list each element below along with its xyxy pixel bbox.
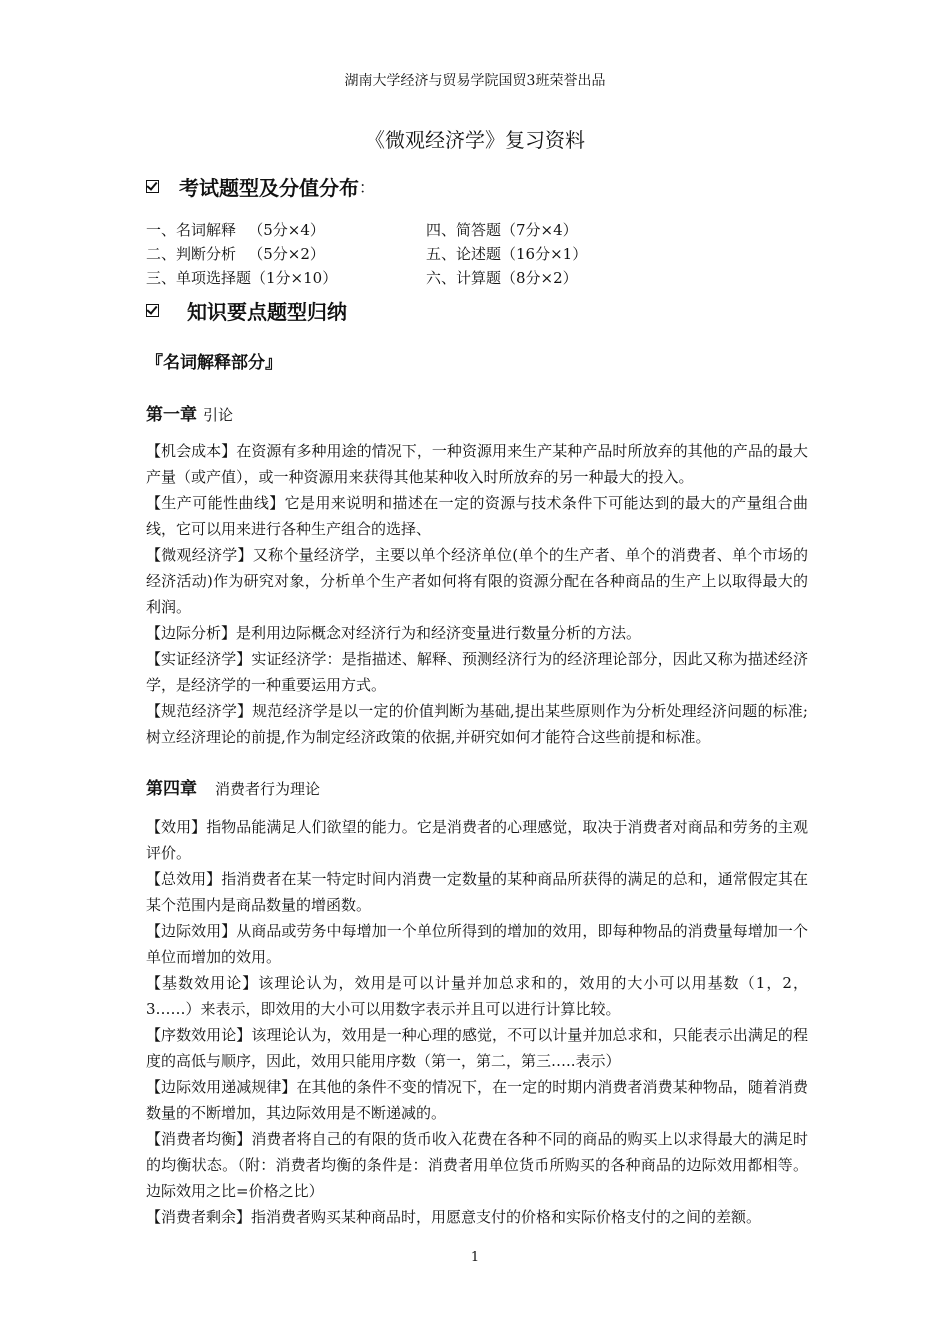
definition-term: 【边际分析】 <box>146 624 237 642</box>
chapter-4-heading <box>146 774 320 799</box>
question-types-row <box>146 242 706 266</box>
definition-text: 又称个量经济学，主要以单个经济单位(单个的生产者、单个的消费者、单个市场的经济活动)作为研究对象，分析单个生产者如何将有限的资源分配在各种商品的生产上以取得最大的利润。 <box>146 546 808 616</box>
definition-text: 规范经济学是以一定的价值判断为基础,提出某些原则作为分析处理经济问题的标准;树立经济理论的前提,作为制定经济政策的依据,并研究如何才能符合这些前提和标准。 <box>146 702 808 746</box>
definition-text: 该理论认为，效用是一种心理的感觉，不可以计量并加总求和，只能表示出满足的程度的高低与顺序，因此，效用只能用序数（第一，第二，第三…..表示） <box>146 1026 808 1070</box>
question-type: 三、单项选择题（1分×10） <box>146 269 338 287</box>
definition-term: 【机会成本】 <box>146 442 237 460</box>
question-types-table <box>146 218 706 290</box>
question-type: 五、论述题（16分×1） <box>426 245 588 263</box>
section-exam-types-label: 考试题型及分值分布 <box>179 176 359 200</box>
definition-term: 【边际效用】 <box>146 922 237 940</box>
chapter-4-entries <box>146 814 808 1230</box>
chapter-number: 第四章 <box>146 779 197 799</box>
chapter-number: 第一章 <box>146 405 197 425</box>
definition-text: 在资源有多种用途的情况下，一种资源用来生产某种产品时所放弃的其他的产品的最大产量（或产值），或一种资源用来获得其他某种收入时所放弃的另一种最大的投入。 <box>146 442 808 486</box>
definition-term: 【消费者均衡】 <box>146 1130 252 1148</box>
chapter-name: 消费者行为理论 <box>215 780 321 798</box>
checkbox-checked-icon <box>146 180 159 193</box>
question-type: 六、计算题（8分×2） <box>426 269 578 287</box>
definition-term: 【效用】 <box>146 818 207 836</box>
chapter-1-heading <box>146 400 233 425</box>
definition-term: 【序数效用论】 <box>146 1026 252 1044</box>
section-exam-types-suffix: ： <box>359 178 376 197</box>
definition-term: 【总效用】 <box>146 870 222 888</box>
definition-entry <box>146 646 808 698</box>
chapter-name: 引论 <box>203 406 234 424</box>
definition-entry <box>146 1022 808 1074</box>
definition-term: 【微观经济学】 <box>146 546 253 564</box>
definition-entry <box>146 918 808 970</box>
section-exam-types <box>146 172 375 201</box>
definition-entry <box>146 866 808 918</box>
section-knowledge-points <box>146 296 347 325</box>
definition-term: 【生产可能性曲线】 <box>146 494 285 512</box>
definition-text: 是利用边际概念对经济行为和经济变量进行数量分析的方法。 <box>236 624 642 642</box>
definition-entry <box>146 490 808 542</box>
question-type: 二、判断分析 （5分×2） <box>146 245 325 263</box>
definition-text: 该理论认为，效用是可以计量并加总求和的，效用的大小可以用基数（1，2，3……）来表示，即效用的大小可以用数字表示并且可以进行计算比较。 <box>146 974 808 1018</box>
definition-entry <box>146 438 808 490</box>
definition-entry <box>146 542 808 620</box>
question-types-row <box>146 266 706 290</box>
definition-entry <box>146 1204 808 1230</box>
page-header: 湖南大学经济与贸易学院国贸3班荣誉出品 <box>344 73 606 89</box>
definition-term: 【实证经济学】 <box>146 650 252 668</box>
definition-term: 【消费者剩余】 <box>146 1208 252 1226</box>
checkbox-checked-icon <box>146 304 159 317</box>
question-type: 四、简答题（7分×4） <box>426 221 578 239</box>
definition-text: 消费者将自己的有限的货币收入花费在各种不同的商品的购买上以求得最大的满足时的均衡状态。（附：消费者均衡的条件是：消费者用单位货币所购买的各种商品的边际效用都相等。边际效用之比=价格之比） <box>146 1130 808 1200</box>
definition-entry <box>146 1074 808 1126</box>
part-title: 『名词解释部分』 <box>146 353 282 373</box>
definition-text: 实证经济学：是指描述、解释、预测经济行为的经济理论部分，因此又称为描述经济学，是经济学的一种重要运用方式。 <box>146 650 808 694</box>
question-types-row <box>146 218 706 242</box>
definition-text: 它是用来说明和描述在一定的资源与技术条件下可能达到的最大的产量组合曲线，它可以用来进行各种生产组合的选择、 <box>146 494 808 538</box>
definition-term: 【边际效用递减规律】 <box>146 1078 297 1096</box>
definition-text: 指消费者在某一特定时间内消费一定数量的某种商品所获得的满足的总和，通常假定其在某个范围内是商品数量的增函数。 <box>146 870 808 914</box>
definition-term: 【基数效用论】 <box>146 974 259 992</box>
section-knowledge-points-label: 知识要点题型归纳 <box>187 300 347 324</box>
definition-entry <box>146 620 808 646</box>
document-title: 《微观经济学》复习资料 <box>365 128 585 152</box>
definition-entry <box>146 698 808 750</box>
definition-text: 从商品或劳务中每增加一个单位所得到的增加的效用，即每种物品的消费量每增加一个单位而增加的效用。 <box>146 922 808 966</box>
definition-entry <box>146 1126 808 1204</box>
chapter-1-entries <box>146 438 808 750</box>
page-number: 1 <box>470 1250 480 1265</box>
definition-term: 【规范经济学】 <box>146 702 253 720</box>
question-type: 一、名词解释 （5分×4） <box>146 221 325 239</box>
definition-text: 指消费者购买某种商品时，用愿意支付的价格和实际价格支付的之间的差额。 <box>251 1208 762 1226</box>
definition-entry <box>146 814 808 866</box>
definition-entry <box>146 970 808 1022</box>
definition-text: 指物品能满足人们欲望的能力。它是消费者的心理感觉，取决于消费者对商品和劳务的主观评价。 <box>146 818 808 862</box>
definition-text: 在其他的条件不变的情况下，在一定的时期内消费者消费某种物品，随着消费数量的不断增加，其边际效用是不断递减的。 <box>146 1078 808 1122</box>
